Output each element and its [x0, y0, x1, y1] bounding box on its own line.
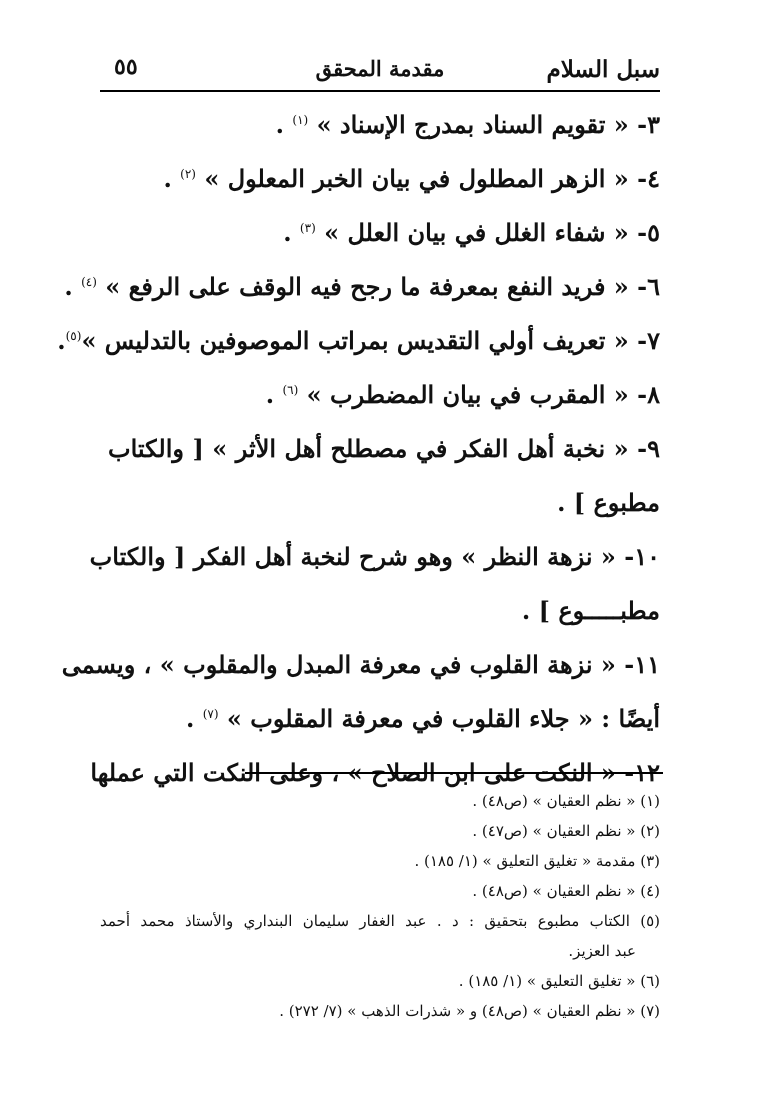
list-item: ٣- « تقويم السناد بمدرج الإسناد » $^{(١)}$ .: [275, 110, 660, 139]
footnote-ref: (٦): [282, 383, 299, 397]
list-item: ١١- « نزهة القلوب في معرفة المبدل والمقلوب » ، ويسمى: [61, 650, 660, 679]
footnote-continuation: عبد العزيز.: [568, 942, 636, 960]
footnote: (٦) « تغليق التعليق » (١/ ١٨٥) .: [458, 972, 660, 990]
footnote: (٢) « نظم العقيان » (ص٤٧) .: [472, 822, 660, 840]
footnote-ref: (٣): [299, 221, 316, 235]
book-title: سبل السلام: [546, 56, 660, 83]
header-rule: [100, 90, 660, 92]
list-item: ٧- « تعريف أولي التقديس بمراتب الموصوفين بالتدليس »$^{(٥)}$.: [57, 326, 660, 355]
list-item: ٨- « المقرب في بيان المضطرب » $^{(٦)}$ .: [265, 380, 660, 409]
footnote: (٥) الكتاب مطبوع بتحقيق : د . عبد الغفار سليمان البنداري والأستاذ محمد أحمد: [100, 912, 660, 930]
body-text: [57, 98, 660, 800]
list-item-continuation: مطبوع ] .: [557, 488, 660, 517]
list-item: ٦- « فريد النفع بمعرفة ما رجح فيه الوقف على الرفع » $^{(٤)}$ .: [64, 272, 660, 301]
footnote-ref: (٤): [81, 275, 97, 289]
list-item: ١٠- « نزهة النظر » وهو شرح لنخبة أهل الفكر [ والكتاب: [89, 542, 660, 571]
page-number: ٥٥: [114, 54, 138, 80]
footnote-ref: (١): [292, 113, 309, 127]
footnote-ref: (٢): [180, 167, 196, 181]
footnotes: [100, 786, 660, 1026]
footnote: (٣) مقدمة « تغليق التعليق » (١/ ١٨٥) .: [414, 852, 660, 870]
footnote: (٤) « نظم العقيان » (ص٤٨) .: [472, 882, 660, 900]
footnote: (٧) « نظم العقيان » (ص٤٨) و « شذرات الذهب » (٧/ ٢٧٢) .: [279, 1002, 660, 1020]
list-item: ٥- « شفاء الغلل في بيان العلل » $^{(٣)}$ .: [283, 218, 660, 247]
footnote: (١) « نظم العقيان » (ص٤٨) .: [472, 792, 660, 810]
footnote-rule: [245, 772, 663, 774]
list-item-continuation: أيضًا : « جلاء القلوب في معرفة المقلوب » $^{(٧)}$ .: [185, 704, 660, 733]
footnote-ref: (٥): [65, 329, 82, 343]
page-header: [100, 48, 660, 92]
section-title: مقدمة المحقق: [315, 56, 445, 81]
footnote-ref: (٧): [202, 707, 219, 721]
list-item: ٩- « نخبة أهل الفكر في مصطلح أهل الأثر » [ والكتاب: [108, 434, 660, 463]
list-item: ٤- « الزهر المطلول في بيان الخبر المعلول » $^{(٢)}$ .: [163, 164, 660, 193]
list-item-continuation: مطبـــــوع ] .: [521, 596, 660, 625]
list-item: ١٢- « النكت على ابن الصلاح » ، وعلى النكت التي عملها: [90, 758, 660, 787]
